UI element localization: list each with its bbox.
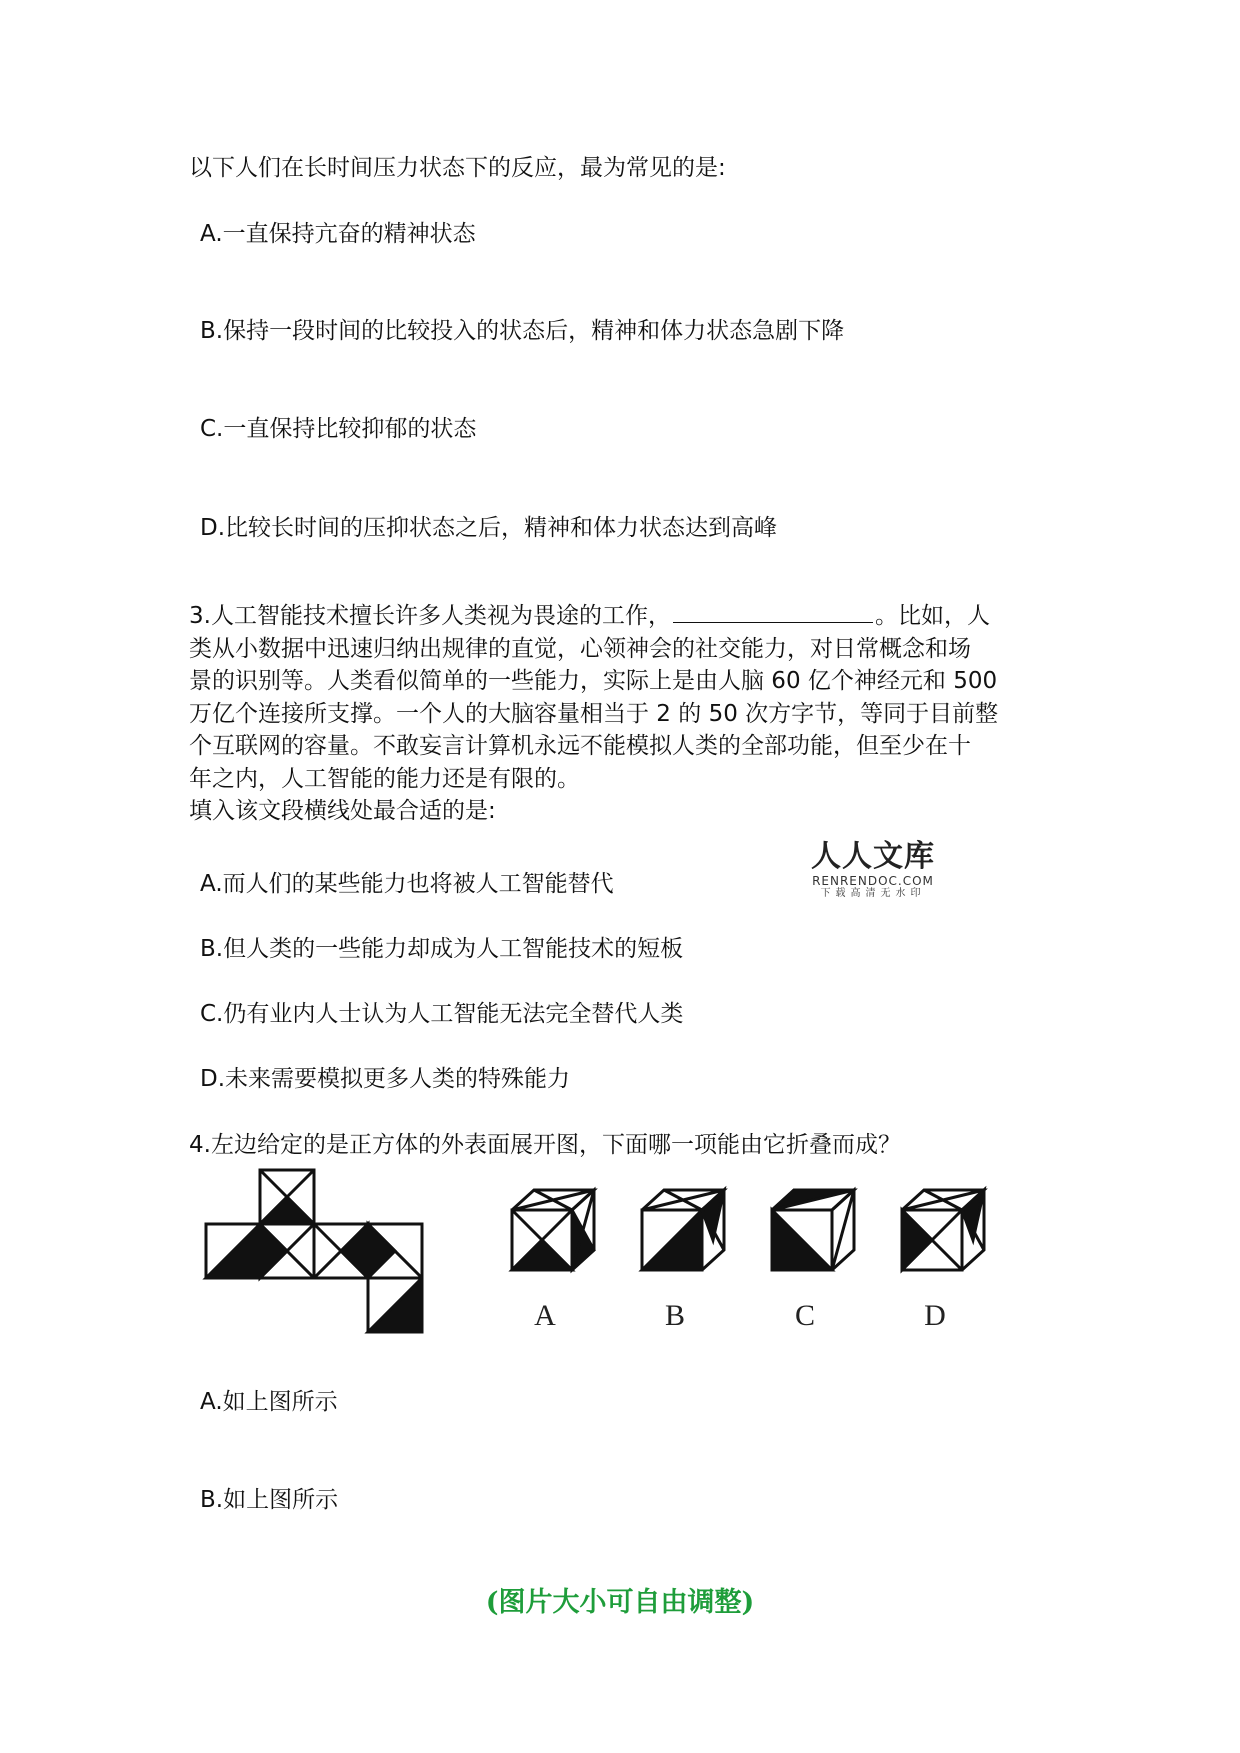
q4-stem: 4.左边给定的是正方体的外表面展开图，下面哪一项能由它折叠而成？ — [189, 1132, 901, 1158]
q2-stem: 以下人们在长时间压力状态下的反应，最为常见的是: — [189, 155, 726, 181]
watermark-logo — [808, 840, 938, 900]
q3-line-3: 景的识别等。人类看似简单的一些能力，实际上是由人脑 60 亿个神经元和 500 — [189, 668, 998, 694]
q4-option-b: B.如上图所示 — [200, 1487, 339, 1513]
q2-option-c: C.一直保持比较抑郁的状态 — [200, 416, 477, 442]
q3-option-a: A.而人们的某些能力也将被人工智能替代 — [200, 871, 614, 897]
figure-label-c: C — [794, 1299, 816, 1332]
q3-prompt: 填入该文段横线处最合适的是: — [189, 798, 496, 824]
q3-line-2: 类从小数据中迅速归纳出规律的直觉，心领神会的社交能力，对日常概念和场 — [189, 635, 971, 662]
cube-option-b — [642, 1190, 724, 1270]
image-caption: (图片大小可自由调整) — [485, 1587, 755, 1618]
q3-line-4: 万亿个连接所支撑。一个人的大脑容量相当于 2 的 50 次方字节，等同于目前整 — [189, 700, 999, 727]
q3-option-c: C.仍有业内人士认为人工智能无法完全替代人类 — [200, 1001, 684, 1027]
q3-line-5: 个互联网的容量。不敢妄言计算机永远不能模拟人类的全部功能，但至少在十 — [189, 733, 971, 759]
watermark-title: 人人文库 — [811, 839, 935, 874]
q4-option-a: A.如上图所示 — [200, 1389, 338, 1415]
watermark-url: RENRENDOC.COM — [812, 874, 934, 888]
q2-option-b: B.保持一段时间的比较投入的状态后，精神和体力状态急剧下降 — [200, 318, 845, 344]
figure-label-d: D — [924, 1299, 946, 1332]
q3-line-1-end: 。比如，人 — [874, 603, 990, 629]
q3-passage — [189, 600, 1069, 828]
figure-label-a: A — [534, 1299, 556, 1332]
q3-line-6: 年之内，人工智能的能力还是有限的。 — [189, 765, 580, 792]
cube-option-d — [902, 1190, 984, 1270]
q3-line-1 — [189, 600, 1069, 633]
watermark-note: 下载高清无水印 — [820, 888, 926, 899]
cube-option-a — [512, 1190, 594, 1270]
figure-label-b: B — [664, 1299, 686, 1332]
q2-option-d: D.比较长时间的压抑状态之后，精神和体力状态达到高峰 — [200, 515, 778, 541]
q3-option-b: B.但人类的一些能力却成为人工智能技术的短板 — [200, 936, 684, 962]
q2-option-a: A.一直保持亢奋的精神状态 — [200, 221, 476, 247]
q3-line-1-start: 3.人工智能技术擅长许多人类视为畏途的工作， — [189, 603, 671, 629]
answer-blank — [673, 600, 873, 623]
cube-figure — [200, 1160, 1020, 1344]
q3-option-d: D.未来需要模拟更多人类的特殊能力 — [200, 1066, 571, 1092]
cube-option-c — [772, 1190, 854, 1270]
cube-figure-svg — [200, 1160, 1020, 1340]
